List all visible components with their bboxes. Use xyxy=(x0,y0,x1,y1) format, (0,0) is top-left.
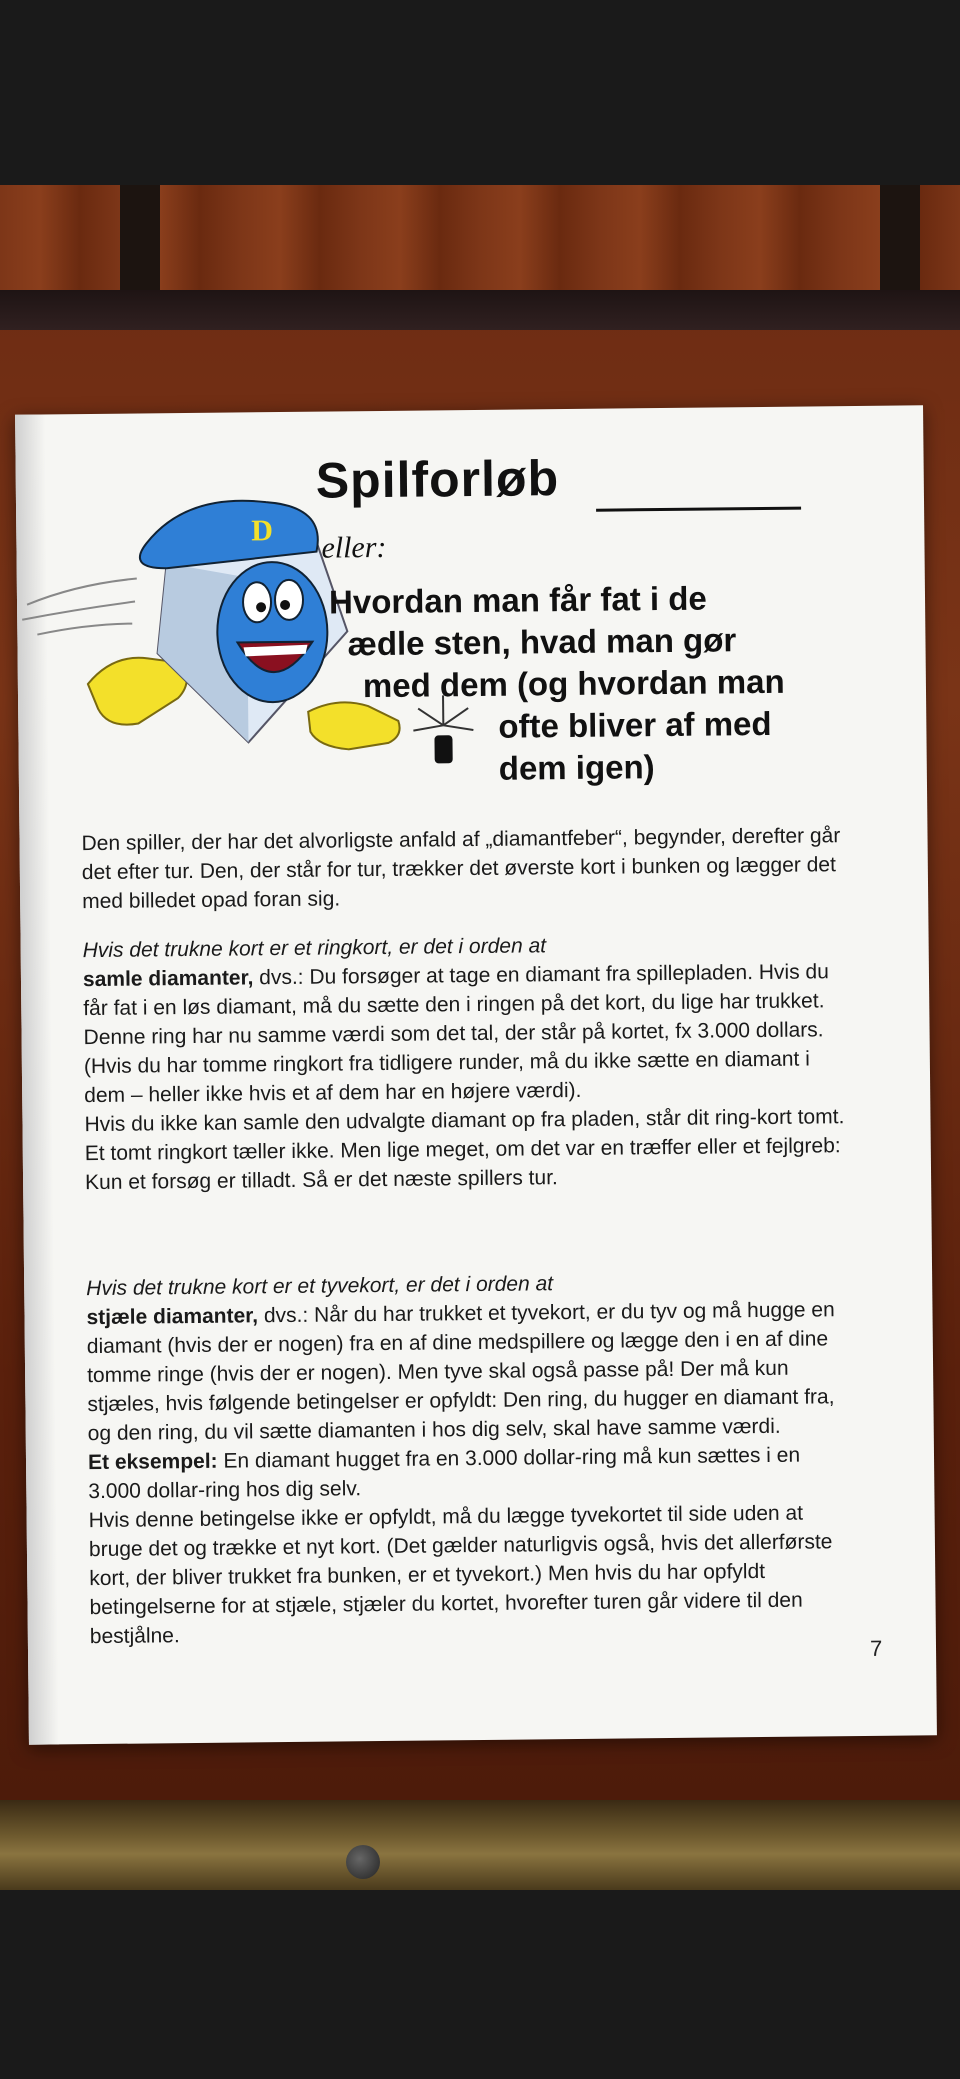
thief-section-body xyxy=(86,1295,847,1448)
right-glove-icon xyxy=(308,702,400,750)
example-paragraph xyxy=(88,1440,849,1506)
bottom-black-bar xyxy=(0,1890,960,2079)
ring-section-bold: samle diamanter, xyxy=(82,966,254,992)
subtitle-line: ofte bliver af med xyxy=(498,704,772,745)
table-dark-post xyxy=(120,185,160,290)
table-dark-post xyxy=(880,185,920,290)
ring-section-lead: Hvis det trukne kort er et ringkort, er det i orden at xyxy=(82,934,547,963)
top-black-bar xyxy=(0,0,960,185)
eller-label: eller: xyxy=(321,530,387,565)
subtitle-line: dem igen) xyxy=(498,748,655,787)
example-text: En diamant hugget fra en 3.000 dollar-ring må kun sættes i en 3.000 dollar-ring hos dig selv. xyxy=(88,1443,801,1504)
page-number: 7 xyxy=(869,1635,883,1661)
thief-section-text-2: Hvis denne betingelse ikke er opfyldt, må du lægge tyvekortet til side uden at bruge det og trække et nyt kort. (Det gælder naturligvis også, hvis det allerførste kort, der bliver trukket fra bunken, er et tyvekort.) Men hvis du har opfyldt betingelserne for at stjæle, stjæler du kortet, hvorefter turen går videre til den bestjålne. xyxy=(88,1501,833,1649)
sparkle-gem-icon xyxy=(413,695,474,764)
page-title: Spilforløb xyxy=(315,450,560,509)
speed-lines xyxy=(22,579,138,635)
rail-screw xyxy=(346,1845,380,1879)
ring-section-text-2: Hvis du ikke kan samle den udvalgte diamant op fra pladen, står dit ring-kort tomt. Et tomt ringkort tæller ikke. Men lige meget, om det var en træffer eller et fejlgreb: Kun et forsøg er tilladt. Så er det næste spillers tur. xyxy=(84,1105,845,1195)
ring-section xyxy=(83,928,846,1197)
title-underline xyxy=(596,507,801,512)
subtitle-line: ædle sten, hvad man gør xyxy=(347,621,737,663)
thief-section-lead: Hvis det trukne kort er et tyvekort, er det i orden at xyxy=(86,1272,554,1301)
brass-rail xyxy=(0,1800,960,1890)
right-eye-icon xyxy=(275,580,303,620)
thief-section xyxy=(86,1266,850,1651)
ring-section-body xyxy=(83,957,844,1110)
ring-section-text: dvs.: Du forsøger at tage en diamant fra spillepladen. Hvis du får fat i en løs diamant, må du sætte den i ringen på det kort, du lige har trukket. Denne ring har nu samme værdi som det tal, der står på kortet, fx 3.000 dollars. (Hvis du har tomme ringkort fra tidligere runder, må du ikke sætte en diamant i dem – heller ikke hvis et af dem har en højere værdi). xyxy=(83,960,829,1108)
intro-paragraph xyxy=(81,821,842,916)
intro-text: Den spiller, der har det alvorligste anfald af „diamantfeber“, begynder, derefter går det efter tur. Den, der står for tur, trækker det øverste kort i bunken og lægger det med billedet opad foran sig. xyxy=(81,824,841,914)
mascot-face xyxy=(217,562,328,703)
subtitle-line: Hvordan man får fat i de xyxy=(328,579,707,621)
thief-section-bold: stjæle diamanter, xyxy=(86,1304,259,1330)
left-eye-icon xyxy=(243,582,271,622)
table-dark-stripe xyxy=(0,290,960,330)
cap-letter: D xyxy=(251,514,274,548)
booklet-page xyxy=(15,405,937,1744)
example-bold: Et eksempel: xyxy=(87,1449,218,1475)
thief-section-text: dvs.: Når du har trukket et tyvekort, er du tyv og må hugge en diamant (hvis der er nogen) fra en af dine medspillere og lægge den i en af dine tomme ringe (hvis der er nogen). Men tyve skal også passe på! Der må kun stjæles, hvis følgende betingelser er opfyldt: Den ring, du hugger en diamant fra, og den ring, du vil sætte diamanten i hos dig selv, skal have samme værdi. xyxy=(86,1298,835,1446)
subtitle-line: med dem (og hvordan man xyxy=(362,662,785,705)
